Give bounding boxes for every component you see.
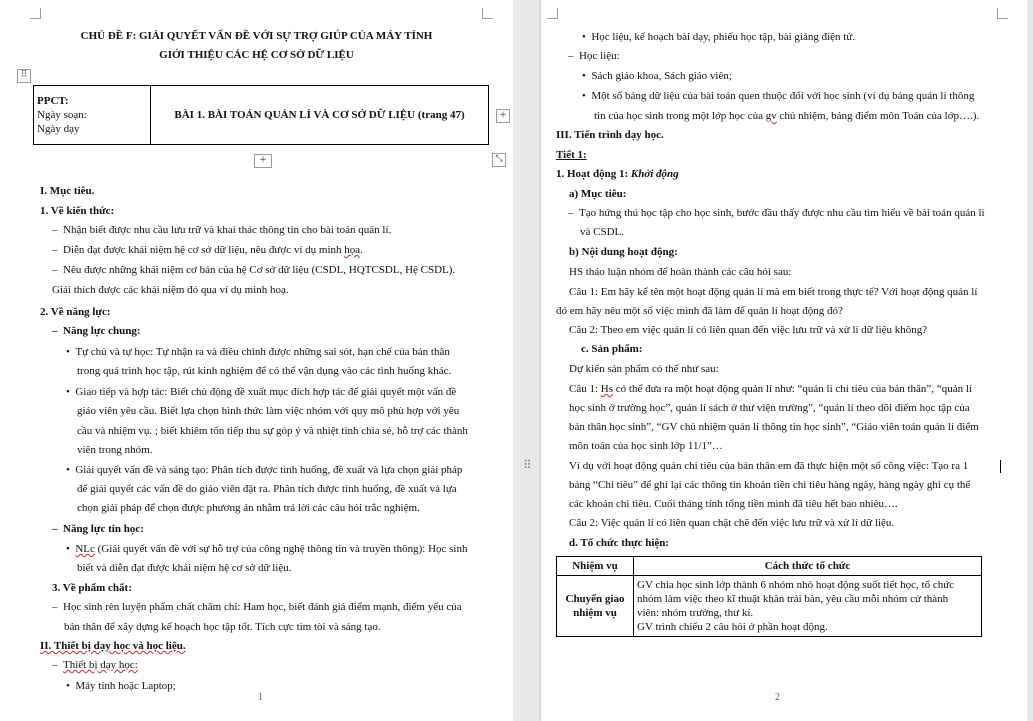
lesson-header-table [33,85,489,145]
example-paragraph-cont1: bảng “Chi tiêu” để ghi lại các thông tin khoản tiền chi tiêu hàng ngày, hàng ngày ghi cụ thể [569,479,971,491]
product-heading: c. Sản phẩm: [581,343,643,355]
answer-1: Câu 1: Hs có thể đưa ra một hoạt động quản lí như: “quản lí chi tiêu của bản thân”, “quản lí [569,383,972,395]
product-intro: Dự kiến sản phẩm có thể như sau: [569,363,719,375]
period-1-heading: Tiết 1: [556,149,587,161]
problem-solving-item-cont1: để giải quyết các vấn đề do giáo viên đặt ra. Phân tích được tình huống, đề xuất và lựa [77,483,457,495]
knowledge-item-1: – Nhận biết được nhu cầu lưu trữ và khai thác thông tin cho bài toán quản lí. [52,224,392,236]
text-cursor [1000,460,1001,473]
knowledge-heading: 1. Về kiến thức: [40,205,115,217]
quality-item-cont: bản thân để xây dựng kế hoạch học tập tốt. Tích cực tìm tòi và sáng tạo. [64,621,381,633]
example-paragraph-cont2: các khoản chi tiêu. Cuối tháng tính tổng tiền mình đã tiêu hết bao nhiêu…. [569,498,898,510]
answer-2: Câu 2: Việc quản lí có liên quan chặt chẽ đến việc lưu trữ và xử lí dữ liệu. [569,517,895,529]
objective-item: – Tạo hứng thú học tập cho học sinh, bước đầu thấy được nhu cầu tìm hiểu về bài toán quản lí [568,207,985,219]
split-drag-handle-icon[interactable]: ⠿ [523,458,533,472]
material-item-textbook: • Sách giáo khoa, Sách giáo viên; [582,70,732,82]
add-row-plus-icon[interactable]: + [254,154,272,168]
table-move-handle-icon[interactable]: ⠿ [17,69,31,83]
page-gutter [513,0,541,721]
communication-item-cont1: giáo viên yêu cầu. Biết lựa chọn hình thức làm việc nhóm với quy mô phù hợp với yêu [77,405,460,417]
communication-item: • Giao tiếp và hợp tác: Biết chủ động đề xuất mục đích hợp tác để giải quyết một vấn đề [66,386,457,398]
self-study-item: • Tự chủ và tự học: Tự nhận ra và điều chỉnh được những sai sót, hạn chế của bản thân [66,346,450,358]
page-number: 1 [258,692,263,703]
it-competency-heading: – Năng lực tin học: [52,523,144,535]
page-corner-mark [547,8,558,19]
content-intro: HS thảo luận nhóm để hoàn thành các câu hỏi sau: [569,266,792,278]
document-page-2 [541,0,1027,721]
learning-material-heading: – Học liệu: [568,50,620,62]
table-cell-method: GV chia học sinh lớp thành 6 nhóm nhỏ hoạt động suốt tiết học, tổ chức nhóm làm việc theo kĩ thuật khăn trải bàn, yêu cầu mỗi nhóm cử thành viên: nhóm trưởng, thư kí. GV trình chiếu 2 câu hỏi ở phần hoạt động. [634,576,982,637]
header-left-cell [34,86,151,145]
table-header-task: Nhiệm vụ [557,557,634,576]
knowledge-item-3: – Nêu được những khái niệm cơ bản của hệ Cơ sở dữ liệu (CSDL, HQTCSDL, Hệ CSDL). [52,264,456,276]
activity-1-heading: 1. Hoạt động 1: Khởi động [556,168,679,180]
ngay-day-label: Ngày dạy [37,123,80,135]
question-1-cont: đó em hãy nêu một số việc mình đã làm để quản lí hoạt động đó? [556,305,843,317]
organization-table [556,556,982,637]
material-item-plan: • Học liệu, kế hoạch bài dạy, phiếu học tập, bài giảng điện tử. [582,31,856,43]
section-ii-heading: II. Thiết bị dạy học và học liệu. [40,640,186,652]
material-item-datasets: • Một số bảng dữ liệu của bài toán quen thuộc đối với học sinh (ví dụ bảng quản lí thông [582,90,975,102]
it-competency-item-cont: biết và diễn đạt được khái niệm hệ cơ sở dữ liệu. [77,562,292,574]
question-1: Câu 1: Em hãy kể tên một hoạt động quản lí mà em biết trong thực tế? Với hoạt động quản lí [569,286,978,298]
equipment-item-laptop: • Máy tính hoặc Laptop; [66,680,176,692]
material-item-datasets-cont: tin của học sinh trong một lớp học của gv chủ nhiệm, bảng điểm môn Toán của lớp….). [594,110,980,122]
example-paragraph: Ví dụ với hoạt động quản chi tiêu của bản thân em đã thực hiện một số công việc: Tạo ra 1 [569,460,969,472]
self-study-item-cont: trong quá trình học tập, rút kinh nghiệm để có thể vận dụng vào các tình huống khác. [77,365,452,377]
question-2: Câu 2: Theo em việc quản lí có liên quan đến việc lưu trữ và xử lí dữ liệu không? [569,324,928,336]
page-corner-mark [482,8,493,19]
answer-1-cont3: môn toán của học sinh lớp 11/1”… [569,440,723,452]
ngay-soan-label: Ngày soạn: [37,109,87,121]
quality-item: – Học sinh rèn luyện phẩm chất chăm chỉ: Ham học, biết đánh giá điểm mạnh, điểm yếu của [52,601,462,613]
answer-1-cont1: học sinh ở trường học”, quản lí sách ở thư viện trường”, “quản lí theo dõi điểm học tập của [569,402,970,414]
problem-solving-item: • Giải quyết vấn đề và sáng tạo: Phân tích được tình huống, đề xuất và lựa chọn giải pháp [66,464,463,476]
organization-heading: d. Tổ chức thực hiện: [569,537,670,549]
problem-solving-item-cont2: chọn giải pháp để chọn được phương án nhằm trả lời các câu hỏi trắc nghiệm. [77,502,420,514]
objective-item-cont: và CSDL. [580,226,624,238]
section-iii-heading: III. Tiến trình dạy học. [556,129,664,141]
doc-title-line2: GIỚI THIỆU CÁC HỆ CƠ SỞ DỮ LIỆU [159,49,354,61]
document-page-1 [0,0,513,721]
table-cell-task: Chuyển giao nhiệm vụ [557,576,634,637]
it-competency-item: • NLc (Giải quyết vấn đề với sự hỗ trợ của công nghệ thông tin và truyền thông): Học sinh [66,543,468,555]
page-corner-mark [30,8,41,19]
content-heading: b) Nội dung hoạt động: [569,246,678,258]
add-column-plus-icon[interactable]: + [496,109,510,123]
communication-item-cont3: viên trong nhóm. [77,444,153,456]
table-resize-icon[interactable]: ⤡ [492,153,506,167]
knowledge-item-3-cont: Giải thích được các khái niệm đó qua ví dụ minh hoạ. [52,284,289,296]
table-header-method: Cách thức tổ chức [634,557,982,576]
page-number: 2 [775,692,780,703]
objective-heading: a) Mục tiêu: [569,188,627,200]
communication-item-cont2: cầu và nhiệm vụ. ; biết khiêm tốn tiếp thu sự góp ý và nhiệt tình chia sẻ, hỗ trợ các thành [77,425,468,437]
quality-heading: 3. Về phẩm chất: [52,582,132,594]
lesson-title-cell: BÀI 1. BÀI TOÁN QUẢN LÍ VÀ CƠ SỞ DỮ LIỆU (trang 47) [151,86,489,145]
page-corner-mark [997,8,1008,19]
knowledge-item-2: – Diễn đạt được khái niệm hệ cơ sở dữ liệu, nêu được ví dụ minh họa. [52,244,363,256]
equipment-heading: – Thiết bị dạy học: [52,659,138,671]
ppct-label: PPCT: [37,95,69,107]
doc-title-line1: CHỦ ĐỀ F: GIẢI QUYẾT VẤN ĐỀ VỚI SỰ TRỢ GIÚP CỦA MÁY TÍNH [80,30,433,42]
right-gutter [1027,0,1033,721]
competency-heading: 2. Về năng lực: [40,306,111,318]
general-competency-heading: – Năng lực chung: [52,325,141,337]
section-i-heading: I. Mục tiêu. [40,185,95,197]
answer-1-cont2: bản thân học sinh”, “GV chủ nhiệm quản lí thông tin học sinh”, “Giáo viên toán quản lí điểm [569,421,979,433]
